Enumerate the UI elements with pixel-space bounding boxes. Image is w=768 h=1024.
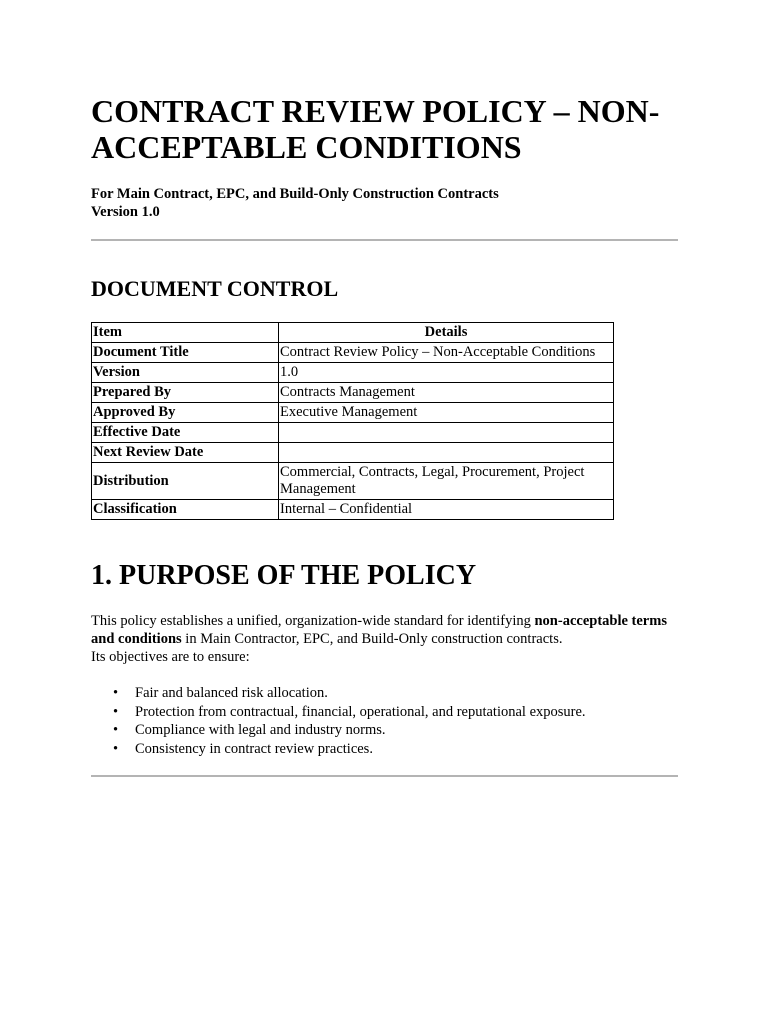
row-label: Prepared By [92,383,279,403]
table-row [92,403,614,423]
row-label: Effective Date [92,423,279,443]
row-value: Contract Review Policy – Non-Acceptable Conditions [279,343,614,363]
row-label: Classification [92,500,279,520]
purpose-heading: 1. PURPOSE OF THE POLICY [91,560,477,591]
table-row [92,363,614,383]
list-item-text: Fair and balanced risk allocation. [135,685,328,701]
column-header-details: Details [279,323,614,343]
row-label: Document Title [92,343,279,363]
row-label: Distribution [92,463,279,500]
row-label: Version [92,363,279,383]
list-item [113,721,678,740]
table-row [92,500,614,520]
row-value: 1.0 [279,363,614,383]
list-item-text: Protection from contractual, financial, operational, and reputational exposure. [135,703,586,720]
purpose-text-bold: non-acceptable terms and conditions [91,613,667,647]
bullet-icon: • [113,703,119,720]
document-subtitle [91,185,678,221]
row-value [279,423,614,443]
column-header-item: Item [92,323,279,343]
list-item-text: Consistency in contract review practices. [135,740,373,757]
purpose-text-start: This policy establishes a unified, organization-wide standard for identifying [91,613,535,629]
row-value [279,443,614,463]
table-row [92,443,614,463]
table-row [92,343,614,363]
bullet-icon: • [113,740,119,757]
row-label: Approved By [92,403,279,423]
list-item [113,703,678,722]
purpose-objectives-intro: Its objectives are to ensure: [91,649,250,665]
row-value: Executive Management [279,403,614,423]
table-header-row [92,323,614,343]
list-item-text: Compliance with legal and industry norms. [135,722,386,738]
purpose-text-end: in Main Contractor, EPC, and Build-Only construction contracts. [181,631,563,647]
table-row [92,423,614,443]
row-label: Next Review Date [92,443,279,463]
document-control-heading: DOCUMENT CONTROL [91,276,339,301]
purpose-paragraph [91,612,678,666]
document-control-table [91,322,614,520]
list-item [113,684,678,703]
bullet-icon: • [113,685,119,701]
bullet-icon: • [113,722,119,738]
subtitle-contract-types: For Main Contract, EPC, and Build-Only Construction Contracts [91,186,499,202]
horizontal-divider [91,775,678,777]
list-item [113,740,678,759]
row-value: Contracts Management [279,383,614,403]
document-title: CONTRACT REVIEW POLICY – NON-ACCEPTABLE CONDITIONS [91,93,660,165]
objectives-list [91,684,678,758]
subtitle-version: Version 1.0 [91,204,160,220]
horizontal-divider [91,239,678,241]
row-value: Internal – Confidential [279,500,614,520]
row-value: Commercial, Contracts, Legal, Procurement, Project Management [279,463,614,500]
table-row [92,383,614,403]
table-row [92,463,614,500]
